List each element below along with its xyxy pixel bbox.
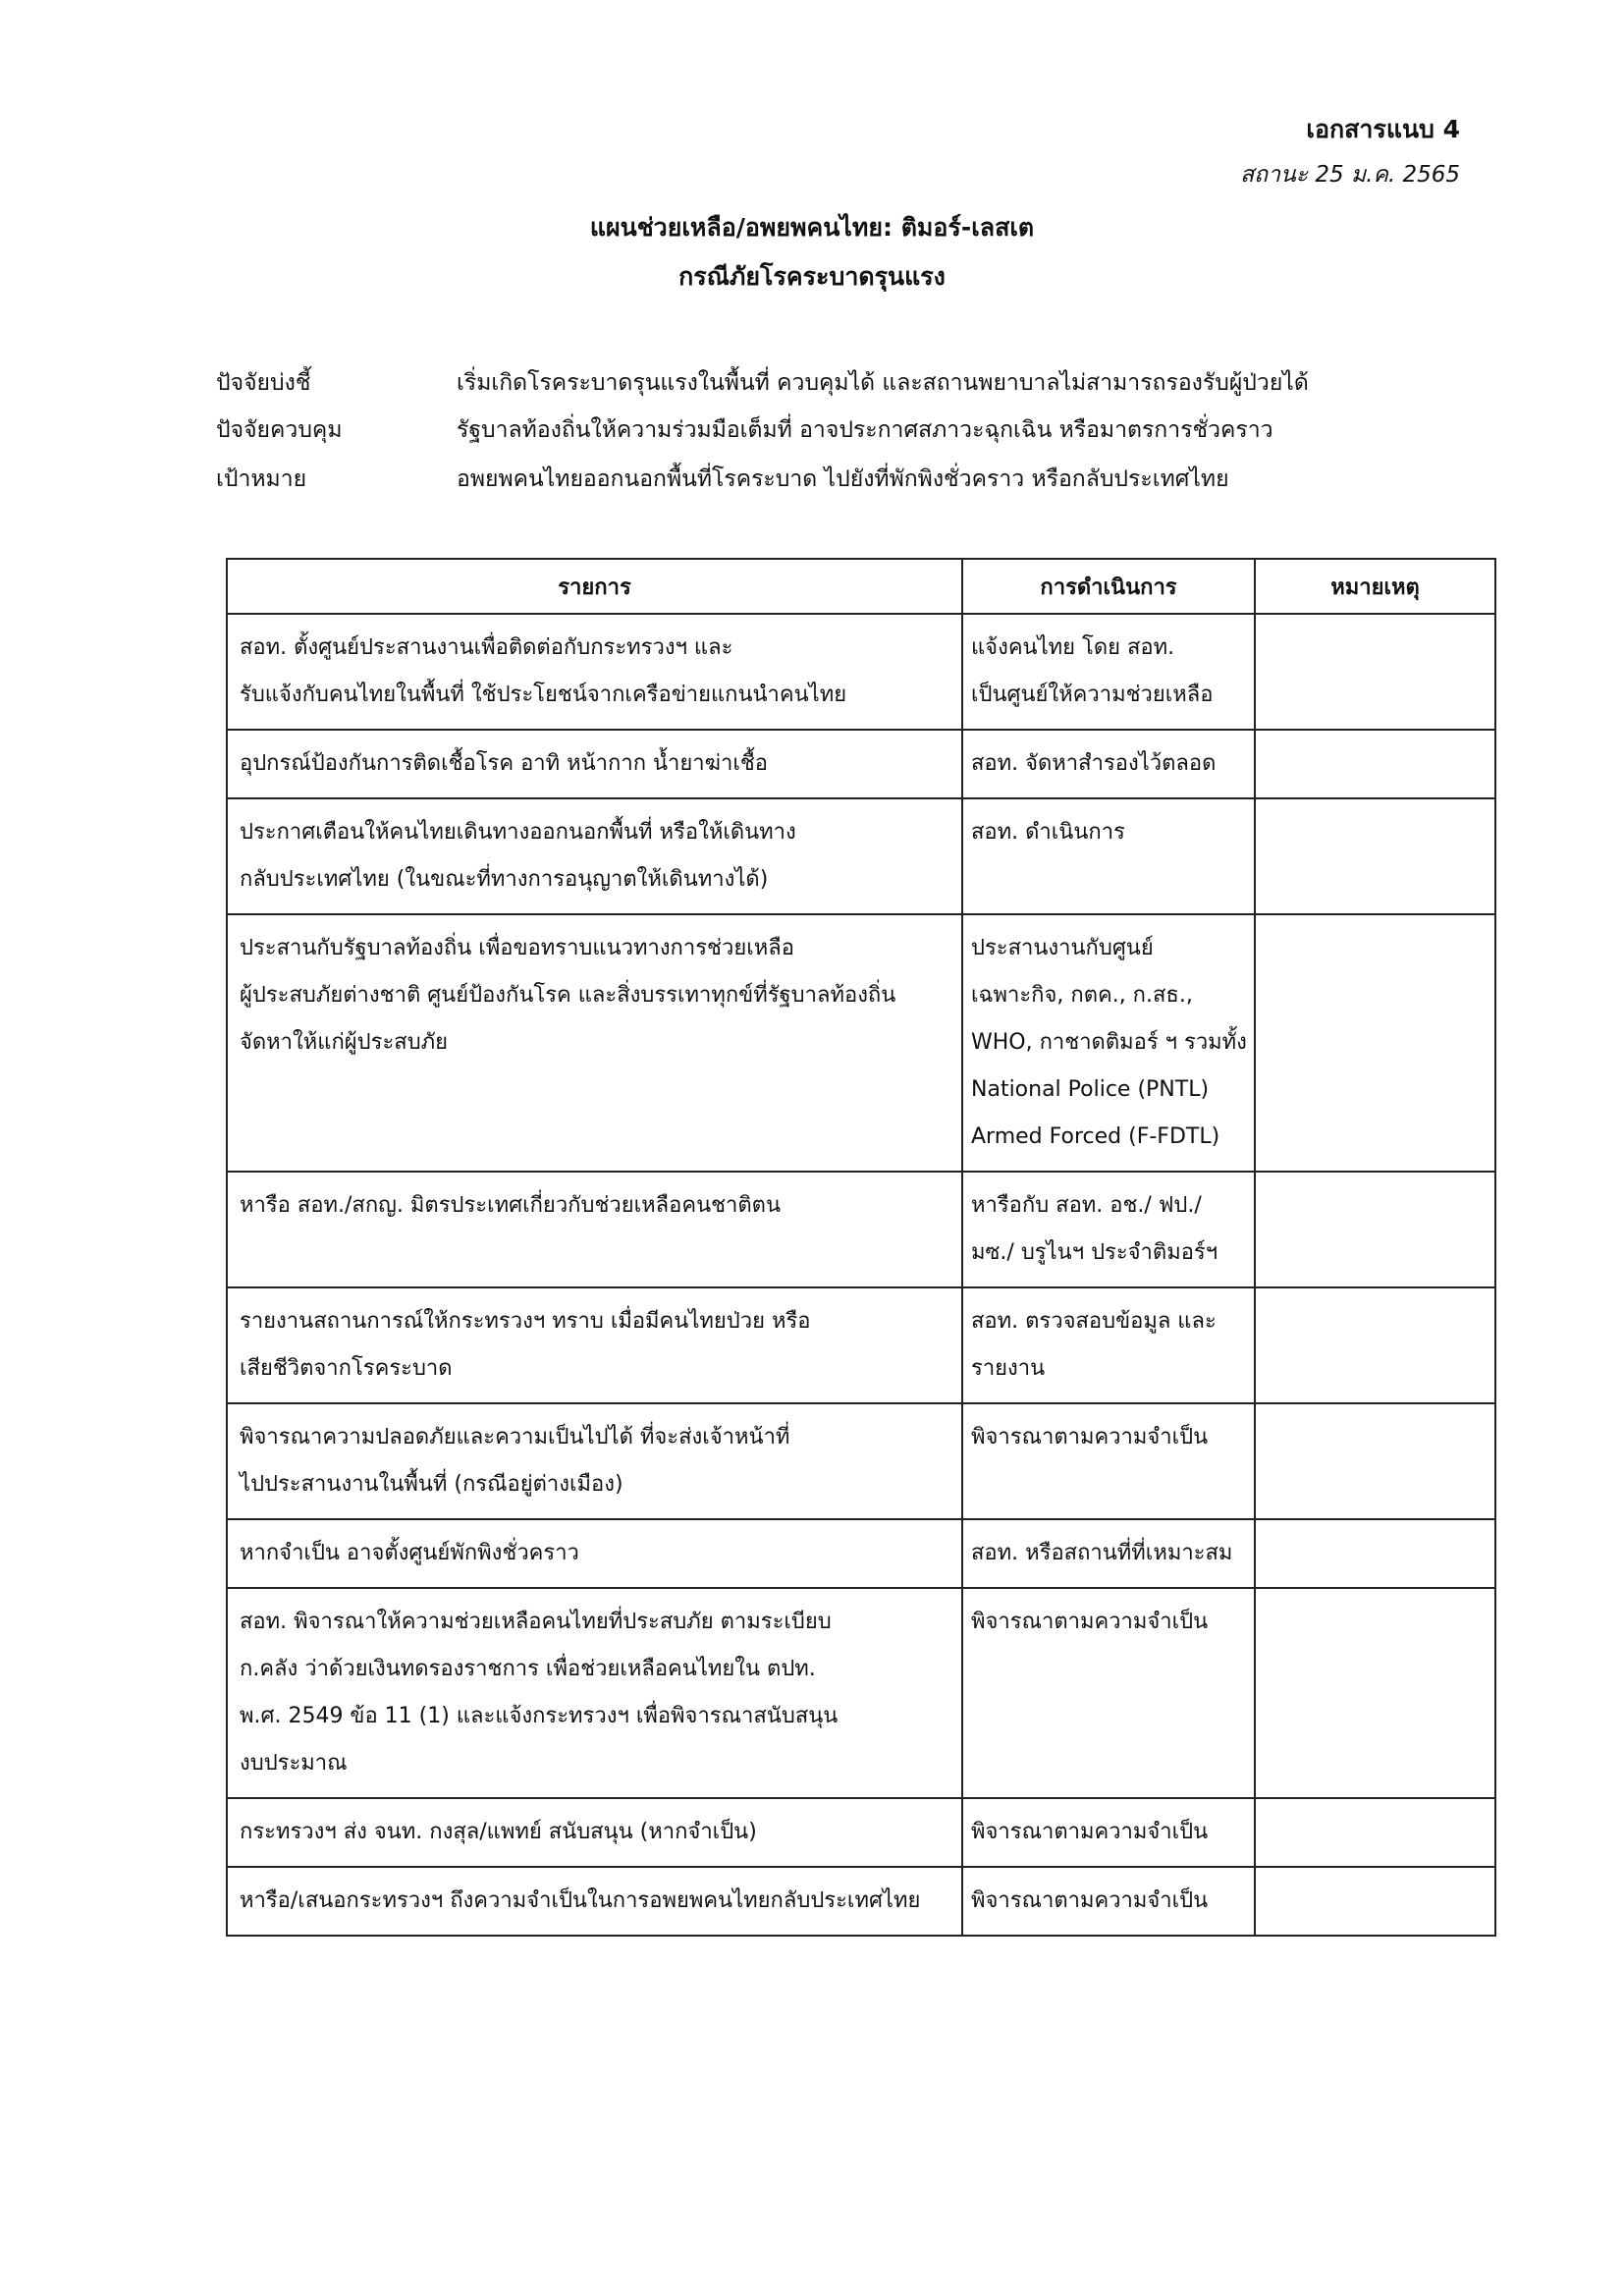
attachment-label: เอกสารแนบ 4 <box>1306 115 1460 143</box>
row-note-cell <box>1255 1287 1495 1403</box>
row-item-line: สอท. ตั้งศูนย์ประสานงานเพื่อติดต่อกับกระทรวงฯ และ <box>240 635 733 660</box>
row-item-line: ประกาศเตือนให้คนไทยเดินทางออกนอกพื้นที่ หรือให้เดินทาง <box>240 820 796 845</box>
row-item-line: งบประมาณ <box>240 1751 348 1776</box>
row-item-line: หารือ/เสนอกระทรวงฯ ถึงความจำเป็นในการอพยพคนไทยกลับประเทศไทย <box>240 1888 921 1913</box>
row-item-cell <box>227 730 962 798</box>
row-item-cell <box>227 1172 962 1287</box>
plan-table <box>226 558 1496 1937</box>
table-row <box>227 1867 1495 1936</box>
document-title: แผนช่วยเหลือ/อพยพคนไทย: ติมอร์-เลสเต <box>589 213 1035 242</box>
row-item-cell <box>227 1287 962 1403</box>
row-item-cell <box>227 1519 962 1588</box>
row-note-cell <box>1255 730 1495 798</box>
document-subtitle: กรณีภัยโรคระบาดรุนแรง <box>678 262 946 291</box>
row-item-line: ก.คลัง ว่าด้วยเงินทดรองราชการ เพื่อช่วยเหลือคนไทยใน ตปท. <box>240 1657 816 1681</box>
table-header-row <box>227 559 1495 614</box>
row-action-cell <box>962 798 1255 914</box>
row-item-line: กระทรวงฯ ส่ง จนท. กงสุล/แพทย์ สนับสนุน (หากจำเป็น) <box>240 1820 757 1844</box>
row-item-line: รายงานสถานการณ์ให้กระทรวงฯ ทราบ เมื่อมีคนไทยป่วย หรือ <box>240 1309 811 1334</box>
row-item-line: จัดหาให้แก่ผู้ประสบภัย <box>240 1030 449 1055</box>
row-action-line: แจ้งคนไทย โดย สอท. <box>971 635 1175 660</box>
row-note-cell <box>1255 914 1495 1172</box>
row-action-line: พิจารณาตามความจำเป็น <box>971 1888 1209 1913</box>
row-item-line: ผู้ประสบภัยต่างชาติ ศูนย์ป้องกันโรค และสิ่งบรรเทาทุกข์ที่รัฐบาลท้องถิ่น <box>240 983 896 1008</box>
header-note: หมายเหตุ <box>1255 559 1495 614</box>
row-item-cell <box>227 1798 962 1867</box>
row-note-cell <box>1255 1172 1495 1287</box>
row-note-cell <box>1255 1403 1495 1519</box>
row-action-line: สอท. หรือสถานที่ที่เหมาะสม <box>971 1541 1233 1565</box>
row-action-line: หารือกับ สอท. อช./ ฟป./ <box>971 1193 1202 1218</box>
row-action-line: เฉพาะกิจ, กตค., ก.สธ., <box>971 983 1193 1008</box>
row-action-line: ประสานงานกับศูนย์ <box>971 936 1154 960</box>
table-row <box>227 1403 1495 1519</box>
row-action-line: พิจารณาตามความจำเป็น <box>971 1820 1209 1844</box>
row-item-line: กลับประเทศไทย (ในขณะที่ทางการอนุญาตให้เดินทางได้) <box>240 867 769 892</box>
table-row <box>227 1588 1495 1798</box>
row-action-line: สอท. จัดหาสำรองไว้ตลอด <box>971 751 1217 776</box>
row-item-line: ไปประสานงานในพื้นที่ (กรณีอยู่ต่างเมือง) <box>240 1472 623 1497</box>
row-action-line: National Police (PNTL) <box>971 1077 1210 1102</box>
row-item-line: ประสานกับรัฐบาลท้องถิ่น เพื่อขอทราบแนวทางการช่วยเหลือ <box>240 936 794 960</box>
row-action-cell <box>962 1172 1255 1287</box>
meta-target-label: เป้าหมาย <box>216 466 307 492</box>
row-action-line: รายงาน <box>971 1356 1046 1381</box>
table-row <box>227 1798 1495 1867</box>
header-item: รายการ <box>227 559 962 614</box>
row-note-cell <box>1255 614 1495 730</box>
row-item-line: พ.ศ. 2549 ข้อ 11 (1) และแจ้งกระทรวงฯ เพื่อพิจารณาสนับสนุน <box>240 1704 839 1728</box>
row-action-cell <box>962 1867 1255 1936</box>
meta-indicator-value: เริ่มเกิดโรคระบาดรุนแรงในพื้นที่ ควบคุมได้ และสถานพยาบาลไม่สามารถรองรับผู้ป่วยได้ <box>457 370 1309 396</box>
table-row <box>227 1519 1495 1588</box>
row-item-line: รับแจ้งกับคนไทยในพื้นที่ ใช้ประโยชน์จากเครือข่ายแกนนำคนไทย <box>240 683 847 707</box>
row-item-line: เสียชีวิตจากโรคระบาด <box>240 1356 453 1381</box>
row-item-cell <box>227 1867 962 1936</box>
table-row <box>227 914 1495 1172</box>
meta-control-value: รัฐบาลท้องถิ่นให้ความร่วมมือเต็มที่ อาจประกาศสภาวะฉุกเฉิน หรือมาตรการชั่วคราว <box>457 417 1273 443</box>
row-action-line: พิจารณาตามความจำเป็น <box>971 1610 1209 1634</box>
row-note-cell <box>1255 798 1495 914</box>
meta-indicator-label: ปัจจัยบ่งชี้ <box>216 370 311 396</box>
table-row <box>227 1172 1495 1287</box>
row-action-line: เป็นศูนย์ให้ความช่วยเหลือ <box>971 683 1214 707</box>
table-row <box>227 798 1495 914</box>
meta-control-label: ปัจจัยควบคุม <box>216 417 343 443</box>
row-item-line: อุปกรณ์ป้องกันการติดเชื้อโรค อาทิ หน้ากาก น้ำยาฆ่าเชื้อ <box>240 751 769 776</box>
row-item-line: หารือ สอท./สกญ. มิตรประเทศเกี่ยวกับช่วยเหลือคนชาติตน <box>240 1193 782 1218</box>
row-item-line: พิจารณาความปลอดภัยและความเป็นไปได้ ที่จะส่งเจ้าหน้าที่ <box>240 1425 790 1449</box>
row-item-cell <box>227 1403 962 1519</box>
row-action-line: Armed Forced (F-FDTL) <box>971 1124 1220 1149</box>
row-action-line: พิจารณาตามความจำเป็น <box>971 1425 1209 1449</box>
row-item-line: หากจำเป็น อาจตั้งศูนย์พักพิงชั่วคราว <box>240 1541 579 1565</box>
table-row <box>227 730 1495 798</box>
row-item-cell <box>227 798 962 914</box>
status-date: สถานะ 25 ม.ค. 2565 <box>1240 162 1460 188</box>
row-action-cell <box>962 614 1255 730</box>
row-action-cell <box>962 1519 1255 1588</box>
row-item-cell <box>227 614 962 730</box>
table-row <box>227 614 1495 730</box>
row-item-cell <box>227 914 962 1172</box>
row-action-cell <box>962 1287 1255 1403</box>
row-item-line: สอท. พิจารณาให้ความช่วยเหลือคนไทยที่ประสบภัย ตามระเบียบ <box>240 1610 832 1634</box>
table-body <box>227 614 1495 1936</box>
row-note-cell <box>1255 1588 1495 1798</box>
row-note-cell <box>1255 1867 1495 1936</box>
row-action-cell <box>962 914 1255 1172</box>
row-action-cell <box>962 1798 1255 1867</box>
row-item-cell <box>227 1588 962 1798</box>
meta-target-value: อพยพคนไทยออกนอกพื้นที่โรคระบาด ไปยังที่พักพิงชั่วคราว หรือกลับประเทศไทย <box>457 466 1229 492</box>
row-action-line: WHO, กาชาดติมอร์ ฯ รวมทั้ง <box>971 1030 1247 1055</box>
table-row <box>227 1287 1495 1403</box>
header-action: การดำเนินการ <box>962 559 1255 614</box>
row-note-cell <box>1255 1798 1495 1867</box>
row-action-cell <box>962 1403 1255 1519</box>
row-action-line: มซ./ บรูไนฯ ประจำติมอร์ฯ <box>971 1240 1218 1265</box>
row-action-cell <box>962 1588 1255 1798</box>
row-note-cell <box>1255 1519 1495 1588</box>
row-action-cell <box>962 730 1255 798</box>
row-action-line: สอท. ตรวจสอบข้อมูล และ <box>971 1309 1217 1334</box>
row-action-line: สอท. ดำเนินการ <box>971 820 1125 845</box>
